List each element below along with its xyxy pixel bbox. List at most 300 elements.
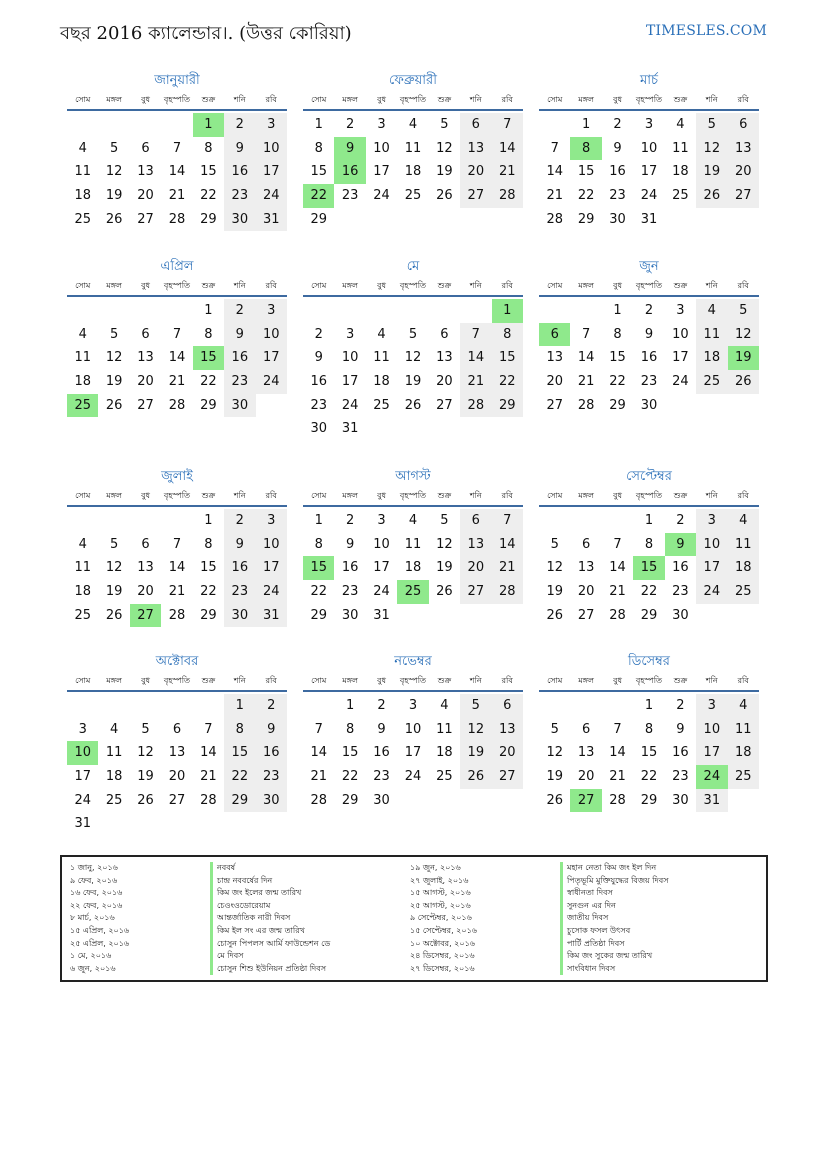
day-grid [539,113,759,231]
day-cell: 11 [404,140,422,156]
day-cell: 14 [460,346,491,370]
day-cell: 2 [613,117,622,132]
day-cell: 29 [200,211,217,227]
day-cell: 23 [341,188,359,204]
day-cell: 27 [137,397,154,413]
weekday-label: শনি [233,281,246,290]
day-cell: 16 [310,374,327,390]
day-cell: 19 [436,560,453,576]
day-cell: 3 [78,721,87,737]
empty-cell [130,694,161,718]
day-cell: 1 [613,303,622,318]
day-cell: 14 [609,560,626,576]
month-calendar [303,257,523,441]
weekday-label: রবি [501,676,513,685]
day-cell: 20 [137,374,154,390]
day-cell: 31 [696,789,727,813]
day-cell: 5 [109,140,119,156]
day-cell: 18 [373,374,390,390]
holiday-name: পিতৃভূমি মুক্তিযুদ্ধের বিজয় দিবস [567,875,669,885]
day-cell: 26 [436,584,453,600]
day-cell: 27 [168,792,186,808]
day-cell: 17 [696,556,727,580]
holiday-date: ২৭ জুলাই, ২০১৬ [410,875,469,885]
day-cell: 28 [546,211,563,227]
day-cell: 23 [224,184,255,208]
weekday-header [303,91,523,111]
day-cell: 8 [314,140,323,156]
day-cell: 19 [105,374,123,390]
day-cell: 22 [341,769,359,785]
day-cell: 28 [310,792,327,808]
weekday-label: বুধ [377,281,387,290]
empty-cell [67,113,98,137]
day-cell: 12 [436,536,453,552]
day-cell: 13 [577,745,595,761]
day-cell: 21 [168,584,186,600]
day-cell: 8 [204,536,213,552]
day-cell: 23 [256,765,287,789]
day-cell: 4 [408,513,418,528]
day-cell: 29 [577,211,595,227]
empty-cell [161,113,192,137]
day-cell: 25 [373,397,390,413]
day-cell: 12 [460,718,491,742]
day-cell: 22 [200,188,217,204]
day-cell: 18 [105,769,123,785]
empty-cell [602,694,633,718]
empty-cell [67,299,98,323]
day-cell: 22 [640,769,658,785]
day-cell: 27 [546,397,563,413]
holiday-name: মহান নেতা কিম জং ইল দিন [567,863,657,872]
empty-cell [492,789,523,813]
weekday-label: শনি [233,95,246,104]
empty-cell [429,417,460,441]
day-cell: 10 [67,741,98,765]
day-cell: 31 [256,604,287,628]
holiday-list [60,855,768,982]
month-name: জানুয়ারী [154,73,200,88]
day-cell: 14 [492,533,523,557]
day-cell: 12 [546,560,563,576]
day-cell: 7 [172,326,182,342]
empty-cell [460,604,491,628]
weekday-header [539,91,759,111]
holiday-date: ২৭ ডিসেম্বর, ২০১৬ [410,963,475,973]
day-cell: 4 [78,140,87,156]
day-cell: 15 [200,560,217,576]
weekday-label: শুক্র [437,491,452,500]
empty-cell [696,394,727,418]
day-cell: 17 [256,556,287,580]
day-cell: 24 [256,184,287,208]
day-cell: 27 [436,397,453,413]
day-cell: 10 [404,721,422,737]
day-cell: 1 [345,698,355,713]
day-grid [67,113,287,231]
day-cell: 2 [676,513,685,528]
day-cell: 31 [640,211,658,227]
weekday-label: রবি [501,95,513,104]
month-name: নভেম্বর [394,654,432,669]
day-grid [67,694,287,836]
day-cell: 23 [672,769,689,785]
day-cell: 25 [74,211,91,227]
holiday-date: ১ মে, ২০১৬ [70,951,112,961]
day-cell: 11 [728,718,759,742]
day-cell: 28 [460,394,491,418]
holiday-name: কিম ইল সং এর জন্ম তারিখ [217,925,305,935]
day-cell: 18 [404,560,422,576]
day-cell: 28 [200,792,217,808]
day-cell: 10 [672,326,689,342]
day-cell: 1 [581,117,591,132]
day-cell: 11 [696,323,727,347]
day-cell: 4 [78,326,87,342]
day-cell: 18 [728,741,759,765]
empty-cell [98,694,129,718]
day-cell: 24 [373,584,390,600]
day-cell: 29 [492,394,523,418]
day-cell: 7 [613,721,622,737]
month-calendar [539,257,759,417]
empty-cell [193,694,224,718]
day-cell: 28 [168,211,186,227]
weekday-label: রবি [737,95,749,104]
day-cell: 19 [404,374,422,390]
day-cell: 7 [492,509,523,533]
weekday-label: মঙ্গল [578,281,594,290]
weekday-header [303,487,523,507]
holiday-date: ১৯ জুন, ২০১৬ [410,863,461,872]
day-cell: 10 [373,140,390,156]
day-cell: 5 [550,536,559,552]
brand-link[interactable]: TIMESLES.COM [646,23,767,39]
day-cell: 28 [168,607,186,623]
day-cell: 9 [256,718,287,742]
weekday-label: শনি [233,676,246,685]
empty-cell [492,417,523,441]
day-cell: 4 [696,299,727,323]
day-cell: 13 [137,560,154,576]
day-cell: 25 [696,370,727,394]
day-cell: 29 [200,397,217,413]
day-cell: 13 [492,718,523,742]
page-title: বছর 2016 ক্যালেন্ডার।. (উত্তর কোরিয়া) [60,23,352,44]
empty-cell [665,394,696,418]
day-cell: 7 [613,536,622,552]
day-cell: 7 [172,140,182,156]
month-calendar [67,467,287,627]
empty-cell [728,394,759,418]
day-cell: 6 [539,323,570,347]
day-cell: 28 [492,580,523,604]
day-cell: 13 [728,137,759,161]
weekday-label: বৃহস্পতি [635,95,663,104]
weekday-label: রবি [265,95,277,104]
day-cell: 12 [728,323,759,347]
weekday-label: রবি [737,491,749,500]
day-cell: 3 [696,509,727,533]
weekday-label: মঙ্গল [106,95,122,104]
day-cell: 9 [665,533,696,557]
day-cell: 22 [640,584,658,600]
weekday-label: শনি [469,491,482,500]
day-cell: 23 [224,580,255,604]
day-cell: 3 [256,299,287,323]
day-cell: 11 [672,140,689,156]
day-cell: 17 [404,745,422,761]
empty-cell [98,113,129,137]
empty-cell [397,208,428,232]
day-cell: 2 [377,698,386,713]
day-cell: 30 [310,421,327,437]
weekday-label: বুধ [613,281,623,290]
day-cell: 24 [256,370,287,394]
day-cell: 20 [168,769,186,785]
day-cell: 1 [193,113,224,137]
holiday-name: চান্দ্র নববর্ষের দিন [217,875,273,885]
month-calendar [539,467,759,627]
day-cell: 16 [341,560,359,576]
day-cell: 12 [404,350,422,366]
day-cell: 12 [105,164,123,180]
weekday-label: শুক্র [201,281,216,290]
holiday-dates-left [70,862,129,975]
day-cell: 8 [204,326,213,342]
day-cell: 26 [404,397,422,413]
empty-cell [728,789,759,813]
day-cell: 4 [109,721,119,737]
day-cell: 6 [460,509,491,533]
day-grid [303,113,523,231]
weekday-label: সোম [311,676,327,685]
day-cell: 19 [105,584,123,600]
day-cell: 28 [168,397,186,413]
day-cell: 4 [728,694,759,718]
empty-cell [539,694,570,718]
day-cell: 1 [204,513,213,528]
day-cell: 6 [440,326,449,342]
day-cell: 1 [644,513,654,528]
day-cell: 29 [609,397,626,413]
day-cell: 11 [74,350,91,366]
day-cell: 6 [492,694,523,718]
day-grid [67,299,287,417]
empty-cell [98,812,129,836]
month-name: ফেব্রুয়ারী [389,73,437,88]
weekday-label: বৃহস্পতি [635,676,663,685]
day-cell: 26 [546,607,563,623]
day-cell: 5 [550,721,559,737]
day-cell: 26 [436,188,453,204]
weekday-label: মঙ্গল [106,676,122,685]
day-cell: 16 [373,745,390,761]
day-cell: 23 [609,188,626,204]
weekday-label: বৃহস্পতি [163,676,191,685]
holiday-date: ২৫ আগস্ট, ২০১৬ [410,900,471,910]
day-cell: 22 [609,374,626,390]
day-cell: 2 [644,303,654,318]
weekday-label: বুধ [141,281,151,290]
day-cell: 13 [577,560,595,576]
empty-cell [429,604,460,628]
day-cell: 16 [609,164,626,180]
empty-cell [539,509,570,533]
month-name: ডিসেম্বর [628,654,670,669]
day-cell: 23 [640,374,658,390]
weekday-label: সোম [547,676,563,685]
weekday-label: শনি [705,281,718,290]
day-cell: 22 [200,584,217,600]
empty-cell [193,812,224,836]
empty-cell [334,208,365,232]
weekday-label: বৃহস্পতি [635,491,663,500]
day-cell: 25 [67,394,98,418]
day-cell: 29 [341,792,359,808]
day-cell: 24 [696,765,727,789]
empty-cell [397,789,428,813]
day-cell: 6 [141,326,150,342]
day-grid [539,299,759,417]
day-cell: 8 [492,323,523,347]
holiday-name: আন্তর্জাতিক নারী দিবস [217,913,291,923]
weekday-header [67,487,287,507]
day-cell: 5 [728,299,759,323]
empty-cell [67,509,98,533]
holiday-date: ১৬ ফেব, ২০১৬ [70,888,123,898]
day-cell: 20 [460,556,491,580]
day-cell: 10 [256,137,287,161]
weekday-label: মঙ্গল [342,281,358,290]
day-cell: 15 [492,346,523,370]
weekday-label: শনি [469,95,482,104]
weekday-label: সোম [75,281,91,290]
day-cell: 6 [581,721,591,737]
day-cell: 19 [137,769,154,785]
day-cell: 20 [577,769,595,785]
day-cell: 11 [74,560,91,576]
holiday-name: চুসোক ফসল উৎসব [567,925,631,935]
empty-cell [696,604,727,628]
day-cell: 26 [105,397,123,413]
holiday-dates-right [410,862,477,975]
weekday-label: শুক্র [673,676,688,685]
weekday-label: শুক্র [437,676,452,685]
day-cell: 3 [676,303,685,318]
day-cell: 4 [377,326,386,342]
day-cell: 5 [408,326,418,342]
day-cell: 14 [200,745,217,761]
holiday-date: ৮ মার্চ, ২০১৬ [70,913,115,923]
holiday-name: চোসুন পিপলস আর্মি ফাউন্ডেশন ডে [217,938,331,948]
weekday-label: মঙ্গল [106,491,122,500]
day-cell: 2 [345,117,355,132]
day-cell: 21 [609,769,626,785]
empty-cell [161,299,192,323]
month-calendar [67,257,287,417]
weekday-label: মঙ্গল [342,491,358,500]
empty-cell [161,694,192,718]
empty-cell [460,299,491,323]
day-cell: 22 [310,584,327,600]
weekday-label: বৃহস্পতি [399,676,427,685]
holiday-name: কিম জং সুকের জন্ম তারিখ [567,951,653,961]
day-cell: 9 [314,350,323,366]
day-cell: 30 [640,397,658,413]
day-cell: 1 [492,299,523,323]
day-cell: 3 [377,117,386,132]
day-cell: 8 [204,140,213,156]
weekday-label: শনি [705,676,718,685]
empty-cell [130,509,161,533]
day-cell: 27 [460,580,491,604]
day-cell: 21 [310,769,327,785]
weekday-header [539,672,759,692]
weekday-label: সোম [311,95,327,104]
day-cell: 29 [200,607,217,623]
weekday-label: সোম [311,491,327,500]
month-name: সেপ্টেম্বর [626,469,672,484]
weekday-label: শুক্র [673,95,688,104]
day-cell: 1 [314,117,323,132]
day-grid [67,509,287,627]
day-cell: 28 [577,397,595,413]
empty-cell [728,208,759,232]
day-cell: 2 [256,694,287,718]
day-cell: 27 [570,789,601,813]
month-name: এপ্রিল [160,259,194,274]
day-cell: 15 [341,745,359,761]
empty-cell [130,812,161,836]
empty-cell [429,299,460,323]
day-cell: 7 [204,721,213,737]
day-cell: 26 [105,211,123,227]
day-cell: 16 [672,560,689,576]
day-cell: 25 [74,607,91,623]
weekday-label: শুক্র [673,281,688,290]
day-cell: 14 [577,350,595,366]
empty-cell [460,789,491,813]
weekday-label: শুক্র [201,491,216,500]
day-cell: 18 [696,346,727,370]
day-cell: 16 [334,160,365,184]
day-cell: 12 [546,745,563,761]
weekday-label: রবি [265,491,277,500]
day-cell: 17 [696,741,727,765]
weekday-header [303,277,523,297]
day-cell: 30 [224,394,255,418]
empty-cell [397,299,428,323]
day-cell: 23 [341,584,359,600]
day-cell: 17 [640,164,658,180]
empty-cell [397,417,428,441]
day-cell: 20 [492,741,523,765]
day-cell: 16 [224,556,255,580]
day-cell: 3 [345,326,355,342]
weekday-label: শনি [233,491,246,500]
holiday-date: ১৫ এপ্রিল, ২০১৬ [70,925,130,935]
day-cell: 9 [676,721,685,737]
weekday-label: শুক্র [673,491,688,500]
empty-cell [161,812,192,836]
weekday-header [539,487,759,507]
empty-cell [366,299,397,323]
day-cell: 22 [303,184,334,208]
day-cell: 24 [672,374,689,390]
weekday-label: রবি [265,281,277,290]
